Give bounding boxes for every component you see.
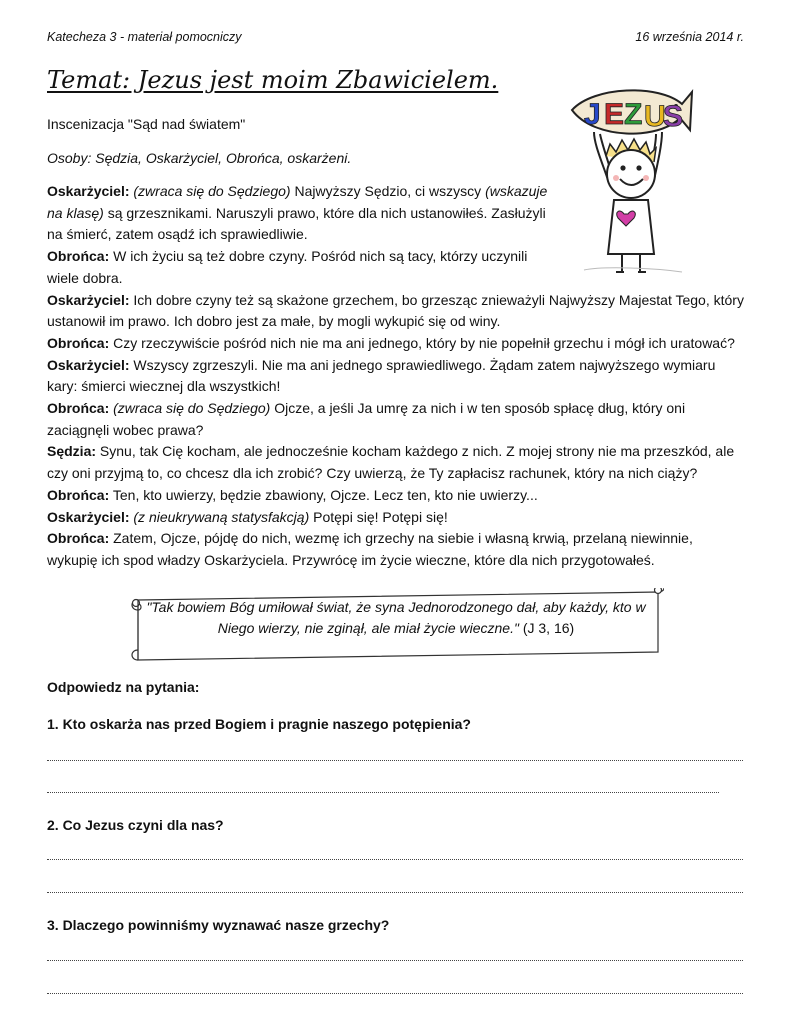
page-title: Temat: Jezus jest moim Zbawicielem. xyxy=(47,66,499,94)
line-text: Czy rzeczywiście pośród nich nie ma ani jednego, który by nie popełnił grzechu i mógł ich uratować? xyxy=(109,334,735,351)
persons-list: Osoby: Sędzia, Oskarżyciel, Obrońca, oskarżeni. xyxy=(47,150,352,166)
line-text: są grzesznikami. Naruszyli prawo, które dla nich ustanowiłeś. Zasłużyli na śmierć, zatem osądź ich sprawiedliwie. xyxy=(47,204,546,243)
question-2: 2. Co Jezus czyni dla nas? xyxy=(47,817,224,833)
header-left: Katecheza 3 - materiał pomocniczy xyxy=(47,30,242,44)
dialogue-line xyxy=(47,441,745,484)
line-text: Ojcze, a jeśli Ja umrę za nich i w ten sposób spłacę dług, który oni zaciągnęli wobec prawa? xyxy=(47,400,686,438)
answer-line[interactable] xyxy=(47,760,743,761)
quote-reference: (J 3, 16) xyxy=(518,620,575,636)
dialogue-line xyxy=(47,507,745,529)
answer-line[interactable] xyxy=(47,892,743,893)
answer-line[interactable] xyxy=(47,993,743,994)
speaker-label: Sędzia: xyxy=(47,443,97,460)
fish-letter: Z xyxy=(624,98,643,131)
question-1: 1. Kto oskarża nas przed Bogiem i pragnie naszego potępienia? xyxy=(47,716,471,732)
dialogue-line xyxy=(47,181,552,246)
dialogue-line xyxy=(47,528,745,571)
dialogue-line xyxy=(47,333,745,355)
line-text: Synu, tak Cię kocham, ale jednocześnie kocham każdego z nich. Z mojej strony nie ma przeszkód, ale czy oni przyjmą to, co chcesz dla ich zrobić? Czy uwierzą, że Ty zapłacisz rachunek, który na nich ciąży? xyxy=(47,443,735,482)
speaker-label: Obrońca: xyxy=(47,530,110,547)
fish-letter: S xyxy=(663,100,684,133)
stage-direction: (zwraca się do Sędziego) xyxy=(129,183,291,199)
questions-heading: Odpowiedz na pytania: xyxy=(47,679,200,695)
line-text: Najwyższy Sędzio, ci wszyscy xyxy=(290,183,486,199)
line-text: Ten, kto uwierzy, będzie zbawiony, Ojcze. Lecz ten, kto nie uwierzy... xyxy=(109,486,538,503)
bible-quote xyxy=(146,597,646,639)
dialogue xyxy=(47,181,745,572)
speaker-label: Oskarżyciel: xyxy=(47,508,130,525)
line-text: Wszyscy zgrzeszyli. Nie ma ani jednego sprawiedliwego. Żądam zatem najwyższego wymiaru kary: śmierci wiecznej dla wszystkich! xyxy=(47,356,716,395)
fish-letter: E xyxy=(604,98,625,131)
speaker-label: Oskarżyciel: xyxy=(47,356,130,373)
line-text: Zatem, Ojcze, pójdę do nich, wezmę ich grzechy na siebie i własną krwią, przelaną niewinnie, wykupię ich spod władzy Oskarżyciela. Przywrócę im życie wieczne, które dla nich przygotowałeś. xyxy=(47,530,693,568)
stage-direction: (zwraca się do Sędziego) xyxy=(109,400,271,417)
quote-text: "Tak bowiem Bóg umiłował świat, że syna Jednorodzonego dał, aby każdy, kto w Niego wierzy, nie zginął, ale miał życie wieczne." xyxy=(146,599,646,636)
dialogue-line xyxy=(47,398,745,441)
header-date: 16 września 2014 r. xyxy=(635,30,744,44)
answer-line[interactable] xyxy=(47,960,743,961)
speaker-label: Obrońca: xyxy=(47,486,110,503)
speaker-label: Oskarżyciel: xyxy=(47,291,130,308)
speaker-label: Oskarżyciel: xyxy=(47,183,130,199)
quote-scroll xyxy=(128,588,664,666)
dialogue-line xyxy=(47,246,552,289)
answer-line[interactable] xyxy=(47,859,743,860)
speaker-label: Obrońca: xyxy=(47,334,110,351)
line-text: Potępi się! Potępi się! xyxy=(309,508,448,525)
speaker-label: Obrońca: xyxy=(47,248,110,265)
subtitle: Inscenizacja "Sąd nad światem" xyxy=(47,116,246,132)
stage-direction: (wskazuje na klasę) xyxy=(47,183,548,221)
answer-line[interactable] xyxy=(47,792,719,793)
question-3: 3. Dlaczego powinniśmy wyznawać nasze grzechy? xyxy=(47,917,390,933)
speaker-label: Obrońca: xyxy=(47,400,110,417)
dialogue-line xyxy=(47,355,745,398)
fish-letter: J xyxy=(584,98,601,131)
stage-direction: (z nieukrywaną statysfakcją) xyxy=(129,508,310,525)
dialogue-line xyxy=(47,485,745,507)
fish-letter: U xyxy=(644,100,666,133)
dialogue-line xyxy=(47,290,745,333)
line-text: Ich dobre czyny też są skażone grzechem, bo grzesząc znieważyli Najwyższy Majestat Tego, który ustanowił im prawo. Ich dobro jest za małe, by mogli wykupić się od winy. xyxy=(47,291,744,330)
line-text: W ich życiu są też dobre czyny. Pośród nich są tacy, którzy uczynili wiele dobra. xyxy=(47,248,528,286)
